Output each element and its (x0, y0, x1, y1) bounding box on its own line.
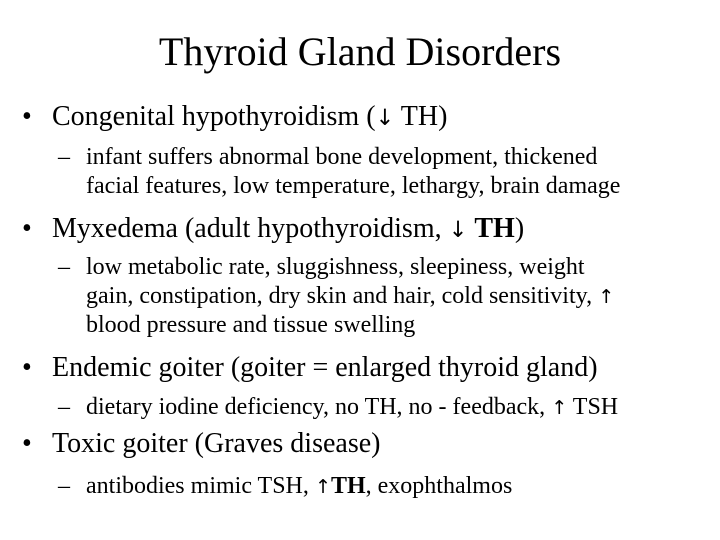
sub-text-line: blood pressure and tissue swelling (86, 312, 416, 338)
sub-text-line (86, 282, 614, 311)
up-arrow-icon: ↑ (551, 396, 568, 419)
slide-title: Thyroid Gland Disorders (158, 29, 562, 74)
up-arrow-icon: ↑ (314, 475, 331, 498)
bullet-mark: • (22, 352, 32, 383)
sub-text-line: infant suffers abnormal bone development, thickened (86, 144, 598, 170)
heading-bold-text: TH (474, 213, 515, 244)
heading-text-end: TH) (394, 101, 448, 132)
heading-text: Congenital hypothyroidism ( (52, 101, 376, 132)
bullet-text: Toxic goiter (Graves disease) (52, 428, 381, 459)
bullet-mark: • (22, 428, 32, 459)
bullet-mark: • (22, 101, 32, 132)
heading-text-end: ) (514, 213, 525, 244)
down-arrow-icon: ↓ (448, 217, 468, 243)
bullet-text (52, 213, 524, 246)
dash-mark: – (58, 254, 70, 280)
up-arrow-icon: ↑ (598, 285, 615, 308)
down-arrow-icon: ↓ (375, 105, 395, 131)
sub-text-line: facial features, low temperature, lethargy, brain damage (86, 173, 621, 199)
bullet-text: Endemic goiter (goiter = enlarged thyroid gland) (52, 352, 598, 383)
sub-text-line (86, 472, 512, 501)
sub-text-line: low metabolic rate, sluggishness, sleepiness, weight (86, 254, 585, 280)
dash-mark: – (58, 144, 70, 170)
sub-text-end: , exophthalmos (365, 473, 513, 499)
sub-text: antibodies mimic TSH, (86, 473, 315, 499)
sub-text-end: TSH (567, 394, 619, 420)
bullet-mark: • (22, 213, 32, 244)
dash-mark: – (58, 473, 70, 499)
sub-text-line (86, 393, 618, 422)
sub-text: dietary iodine deficiency, no TH, no - feedback, (86, 394, 552, 420)
heading-text: Myxedema (adult hypothyroidism, (52, 213, 449, 244)
dash-mark: – (58, 394, 70, 420)
sub-text: gain, constipation, dry skin and hair, cold sensitivity, (86, 283, 599, 309)
sub-bold-text: TH (330, 473, 366, 499)
bullet-text (52, 101, 447, 134)
